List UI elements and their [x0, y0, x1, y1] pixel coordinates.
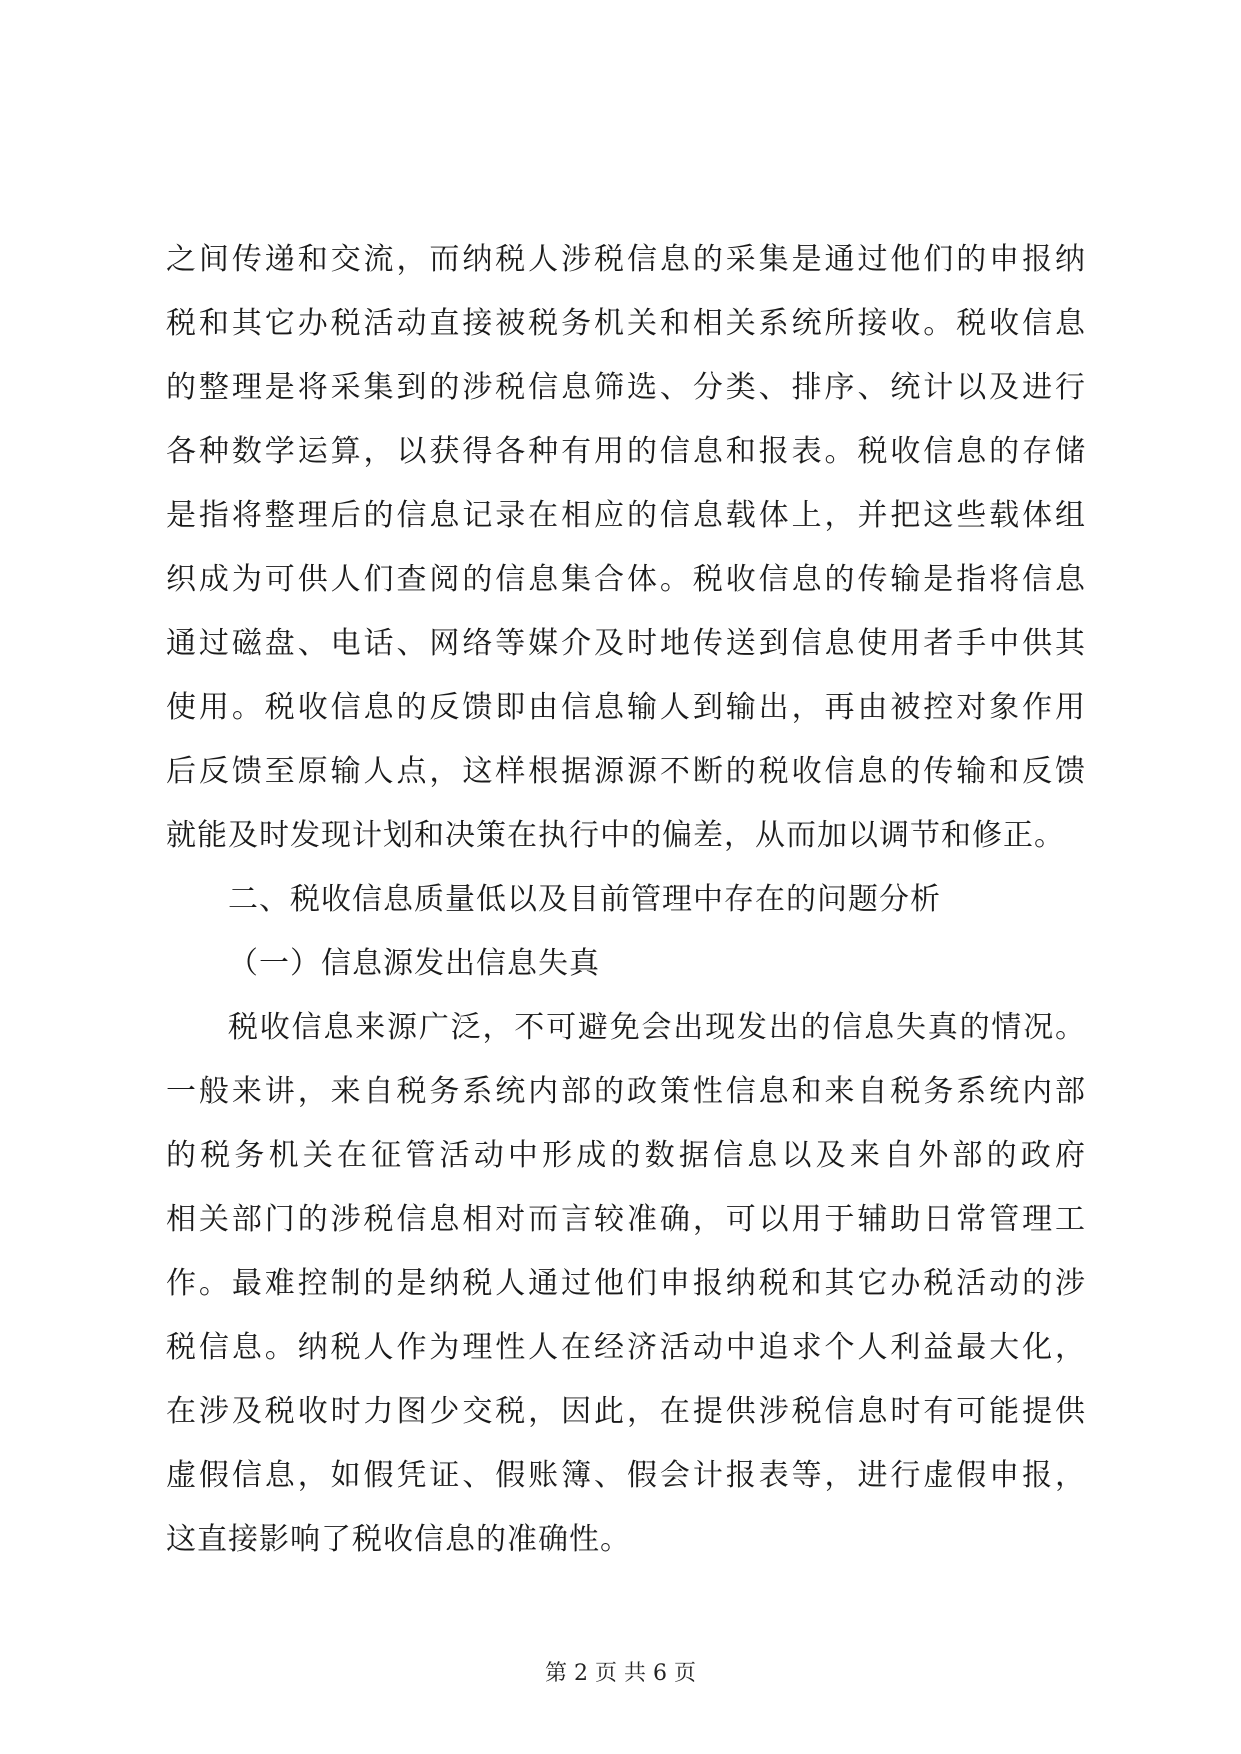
paragraph-line: 就能及时发现计划和决策在执行中的偏差，从而加以调节和修正。 — [166, 818, 1065, 853]
paragraph-line: 使用。税收信息的反馈即由信息输人到输出，再由被控对象作用 — [166, 690, 1086, 725]
paragraph-line: 税和其它办税活动直接被税务机关和相关系统所接收。税收信息 — [166, 306, 1086, 341]
paragraph-line: 的税务机关在征管活动中形成的数据信息以及来自外部的政府 — [166, 1138, 1086, 1173]
paragraph-line: 之间传递和交流，而纳税人涉税信息的采集是通过他们的申报纳 — [166, 242, 1086, 277]
paragraph-line: 一般来讲，来自税务系统内部的政策性信息和来自税务系统内部 — [166, 1074, 1086, 1109]
subsection-heading: （一）信息源发出信息失真 — [228, 946, 600, 981]
section-heading: 二、税收信息质量低以及目前管理中存在的问题分析 — [228, 882, 941, 917]
paragraph-line: 相关部门的涉税信息相对而言较准确，可以用于辅助日常管理工 — [166, 1202, 1086, 1237]
paragraph-line: 税收信息来源广泛，不可避免会出现发出的信息失真的情况。 — [228, 1010, 1086, 1045]
paragraph-line: 各种数学运算，以获得各种有用的信息和报表。税收信息的存储 — [166, 434, 1086, 469]
paragraph-line: 作。最难控制的是纳税人通过他们申报纳税和其它办税活动的涉 — [166, 1266, 1086, 1301]
body-text — [166, 228, 1086, 1572]
paragraph-line: 税信息。纳税人作为理性人在经济活动中追求个人利益最大化， — [166, 1330, 1086, 1365]
paragraph-line: 是指将整理后的信息记录在相应的信息载体上，并把这些载体组 — [166, 498, 1086, 533]
paragraph-line: 的整理是将采集到的涉税信息筛选、分类、排序、统计以及进行 — [166, 370, 1086, 405]
paragraph-line: 这直接影响了税收信息的准确性。 — [166, 1522, 631, 1557]
paragraph-line: 虚假信息，如假凭证、假账簿、假会计报表等，进行虚假申报， — [166, 1458, 1086, 1493]
paragraph-line: 通过磁盘、电话、网络等媒介及时地传送到信息使用者手中供其 — [166, 626, 1086, 661]
page-number: 第 2 页 共 6 页 — [545, 1661, 696, 1686]
paragraph-line: 织成为可供人们查阅的信息集合体。税收信息的传输是指将信息 — [166, 562, 1086, 597]
paragraph-line: 在涉及税收时力图少交税，因此，在提供涉税信息时有可能提供 — [166, 1394, 1086, 1429]
paragraph-line: 后反馈至原输人点，这样根据源源不断的税收信息的传输和反馈 — [166, 754, 1086, 789]
